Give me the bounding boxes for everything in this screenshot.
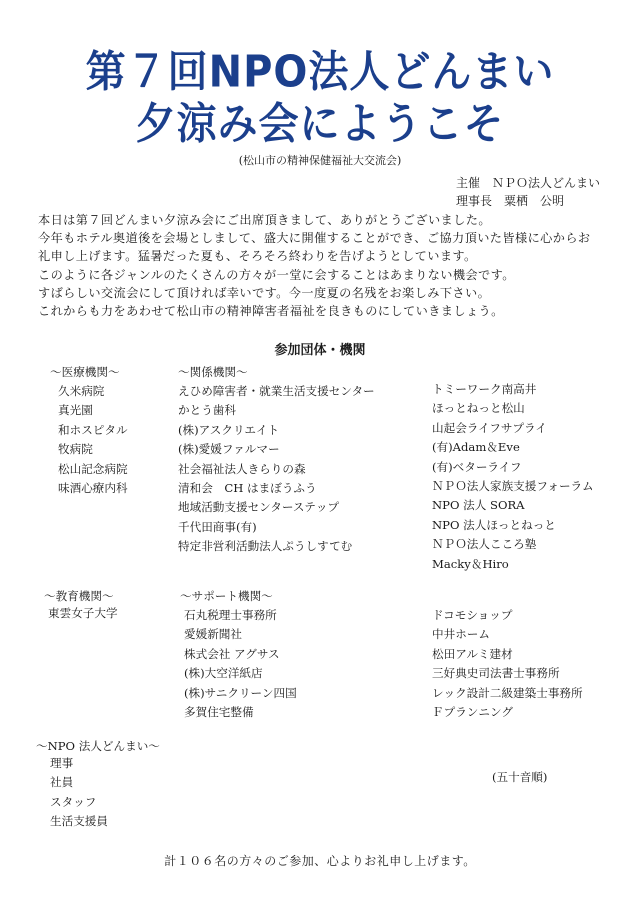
list-item: ドコモショップ xyxy=(432,608,513,622)
list-item: (有)Adam＆Eve xyxy=(432,440,520,455)
list-item: トミーワーク南高井 xyxy=(432,382,537,396)
title-line-2: 夕涼み会にようこそ xyxy=(135,99,505,150)
list-item: 社会福祉法人きらりの森 xyxy=(178,461,306,476)
list-item: 松山記念病院 xyxy=(58,461,128,476)
title-line-1: 第７回NPO法人どんまい xyxy=(85,47,555,98)
list-item: (株)サニクリーン四国 xyxy=(184,685,297,700)
list-item: 東雲女子大学 xyxy=(48,606,118,620)
intro-line: 今年もホテル奥道後を会場としまして、盛大に開催することができ、ご協力頂いた皆様に心からお xyxy=(38,231,591,246)
intro-line: 礼申し上げます。猛暑だった夏も、そろそろ終わりを告げようとしています。 xyxy=(38,249,477,264)
npo-list xyxy=(50,754,108,832)
list-item: Ｆプランニング xyxy=(432,704,513,719)
list-item: スタッフ xyxy=(50,794,97,809)
intro-line: すばらしい交流会にして頂ければ幸いです。今一度夏の名残をお楽しみ下さい。 xyxy=(38,285,491,300)
intro-line: このように各ジャンルのたくさんの方々が一堂に会することはあまりない機会です。 xyxy=(38,267,515,282)
list-item: (株)アスクリエイト xyxy=(178,422,280,437)
list-item: (有)ベターライフ xyxy=(432,459,522,474)
list-item: 石丸税理士事務所 xyxy=(184,608,277,622)
intro-line: これからも力をあわせて松山市の精神障害者福祉を良きものにしていきましょう。 xyxy=(38,304,504,319)
list-item: Macky＆Hiro xyxy=(432,556,509,571)
list-item: 生活支援員 xyxy=(50,814,108,829)
list-item: 松田アルミ建材 xyxy=(432,646,513,661)
list-item: ＮＰＯ法人こころ塾 xyxy=(432,537,537,552)
subtitle: (松山市の精神保健福祉大交流会) xyxy=(238,154,402,167)
list-item: 多賀住宅整備 xyxy=(184,704,254,719)
list-item: 久米病院 xyxy=(58,384,105,398)
education-header: ～教育機関～ xyxy=(44,589,114,603)
medical-list xyxy=(58,382,128,498)
related-list xyxy=(178,382,375,557)
support-list xyxy=(184,606,297,722)
support-list-right xyxy=(432,606,583,722)
host-line: 主催 ＮＰＯ法人どんまい xyxy=(456,176,601,190)
intro-line: 本日は第７回どんまい夕涼み会にご出席頂きまして、ありがとうございました。 xyxy=(38,213,491,227)
intro-paragraph xyxy=(38,211,628,320)
list-item: 三好典史司法書士事務所 xyxy=(432,666,560,681)
list-item: (株)愛媛ファルマー xyxy=(178,442,280,457)
list-item: 山起会ライフサプライ xyxy=(432,420,547,435)
list-item: ほっとねっと松山 xyxy=(432,401,525,416)
list-item: 愛媛新聞社 xyxy=(184,627,242,642)
list-item: 中井ホーム xyxy=(432,627,490,642)
list-item: 真光園 xyxy=(58,403,93,418)
list-item: 清和会 CH はまぼうふう xyxy=(178,480,317,495)
list-item: (株)大空洋紙店 xyxy=(184,666,263,681)
list-item: 千代田商事(有) xyxy=(178,519,257,534)
npo-header: ～NPO 法人どんまい～ xyxy=(36,739,160,753)
list-item: かとう歯科 xyxy=(178,403,236,418)
list-item: 理事 xyxy=(50,756,74,770)
education-list xyxy=(48,604,118,623)
related-header: ～関係機関～ xyxy=(178,365,248,379)
list-item: 社員 xyxy=(50,775,74,790)
list-item: NPO 法人ほっとねっと xyxy=(432,517,556,532)
list-item: 特定非営利活動法人ぷうしすてむ xyxy=(178,539,353,554)
list-item: レック設計二級建築士事務所 xyxy=(432,685,583,700)
list-item: NPO 法人 SORA xyxy=(432,498,525,513)
list-item: 和ホスピタル xyxy=(58,422,128,437)
list-item: 牧病院 xyxy=(58,442,93,457)
list-item: 地域活動支援センターステップ xyxy=(178,500,340,515)
support-header: ～サポート機関～ xyxy=(180,589,273,603)
section-title: 参加団体・機関 xyxy=(274,343,366,358)
related-list-right xyxy=(432,380,594,574)
medical-header: ～医療機関～ xyxy=(50,365,120,379)
footer-thanks: 計１０６名の方々のご参加、心よりお礼申し上げます。 xyxy=(164,854,476,868)
list-item: 株式会社 アグサス xyxy=(184,646,280,661)
list-item: 味酒心療内科 xyxy=(58,480,128,495)
chair-line: 理事長 粟栖 公明 xyxy=(456,194,565,208)
list-item: えひめ障害者・就業生活支援センター xyxy=(178,384,375,398)
list-item: ＮＰＯ法人家族支援フォーラム xyxy=(432,478,594,493)
order-note: (五十音順) xyxy=(492,770,548,784)
